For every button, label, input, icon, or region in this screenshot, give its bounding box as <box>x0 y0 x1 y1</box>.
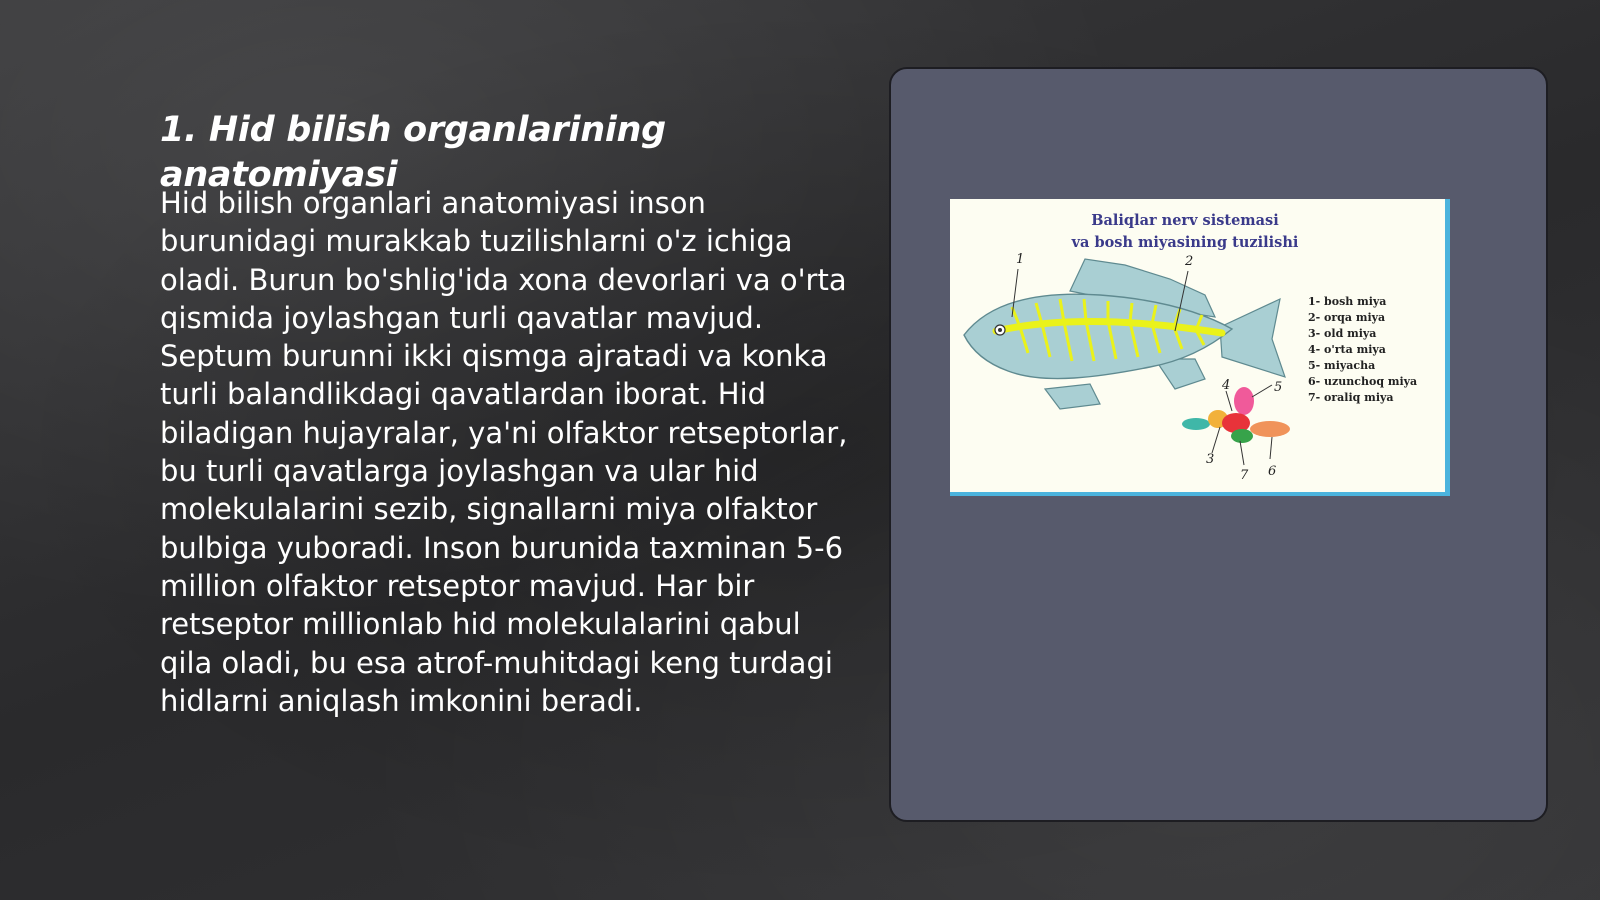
figure-title-line-1: Baliqlar nerv sistemasi <box>1091 212 1279 229</box>
diagram-label-2: 2 <box>1185 254 1194 269</box>
legend-item: 3- old miya <box>1308 327 1377 340</box>
slide-body-text: Hid bilish organlari anatomiyasi inson burunidagi murakkab tuzilishlarni o'z ichiga oladi. Burun bo'shlig'ida xona devorlari va o'rta qismida joylashgan turli qavatlar mavjud. Septum burunni ikki qismga ajratadi va konka turli balandlikdagi qavatlardan iborat. Hid biladigan hujayralar, ya'ni olfaktor retseptorlar, bu turli qavatlarga joylashgan va ular hid molekulalarini sezib, signallarni miya olfaktor bulbiga yuboradi. Inson burunida taxminan 5-6 million olfaktor retseptor mavjud. Har bir retseptor millionlab hid molekulalarini qabul qila oladi, bu esa atrof-muhitdagi keng turdagi hidlarni aniqlash imkonini beradi. <box>160 186 848 718</box>
legend-item: 5- miyacha <box>1308 359 1376 372</box>
fish-illustration <box>964 259 1285 409</box>
fish-diagram <box>950 199 1445 492</box>
diagram-label-5: 5 <box>1274 380 1283 395</box>
figure-legend <box>1308 295 1417 404</box>
diagram-label-7: 7 <box>1240 468 1249 483</box>
diagram-label-6: 6 <box>1268 464 1277 479</box>
figure-title-line-2: va bosh miyasining tuzilishi <box>1071 234 1299 251</box>
fish-nervous-system-figure <box>950 199 1450 496</box>
legend-item: 2- orqa miya <box>1308 311 1386 324</box>
slide-title: 1. Hid bilish organlarining anatomiyasi <box>160 110 666 195</box>
legend-item: 4- o'rta miya <box>1308 343 1386 356</box>
brain-illustration <box>1182 387 1290 443</box>
legend-item: 7- oraliq miya <box>1308 391 1394 404</box>
diagram-label-1: 1 <box>1016 252 1025 267</box>
diagram-label-3: 3 <box>1206 452 1215 467</box>
diagram-label-4: 4 <box>1222 378 1231 393</box>
legend-item: 6- uzunchoq miya <box>1308 375 1418 388</box>
legend-item: 1- bosh miya <box>1308 295 1387 308</box>
